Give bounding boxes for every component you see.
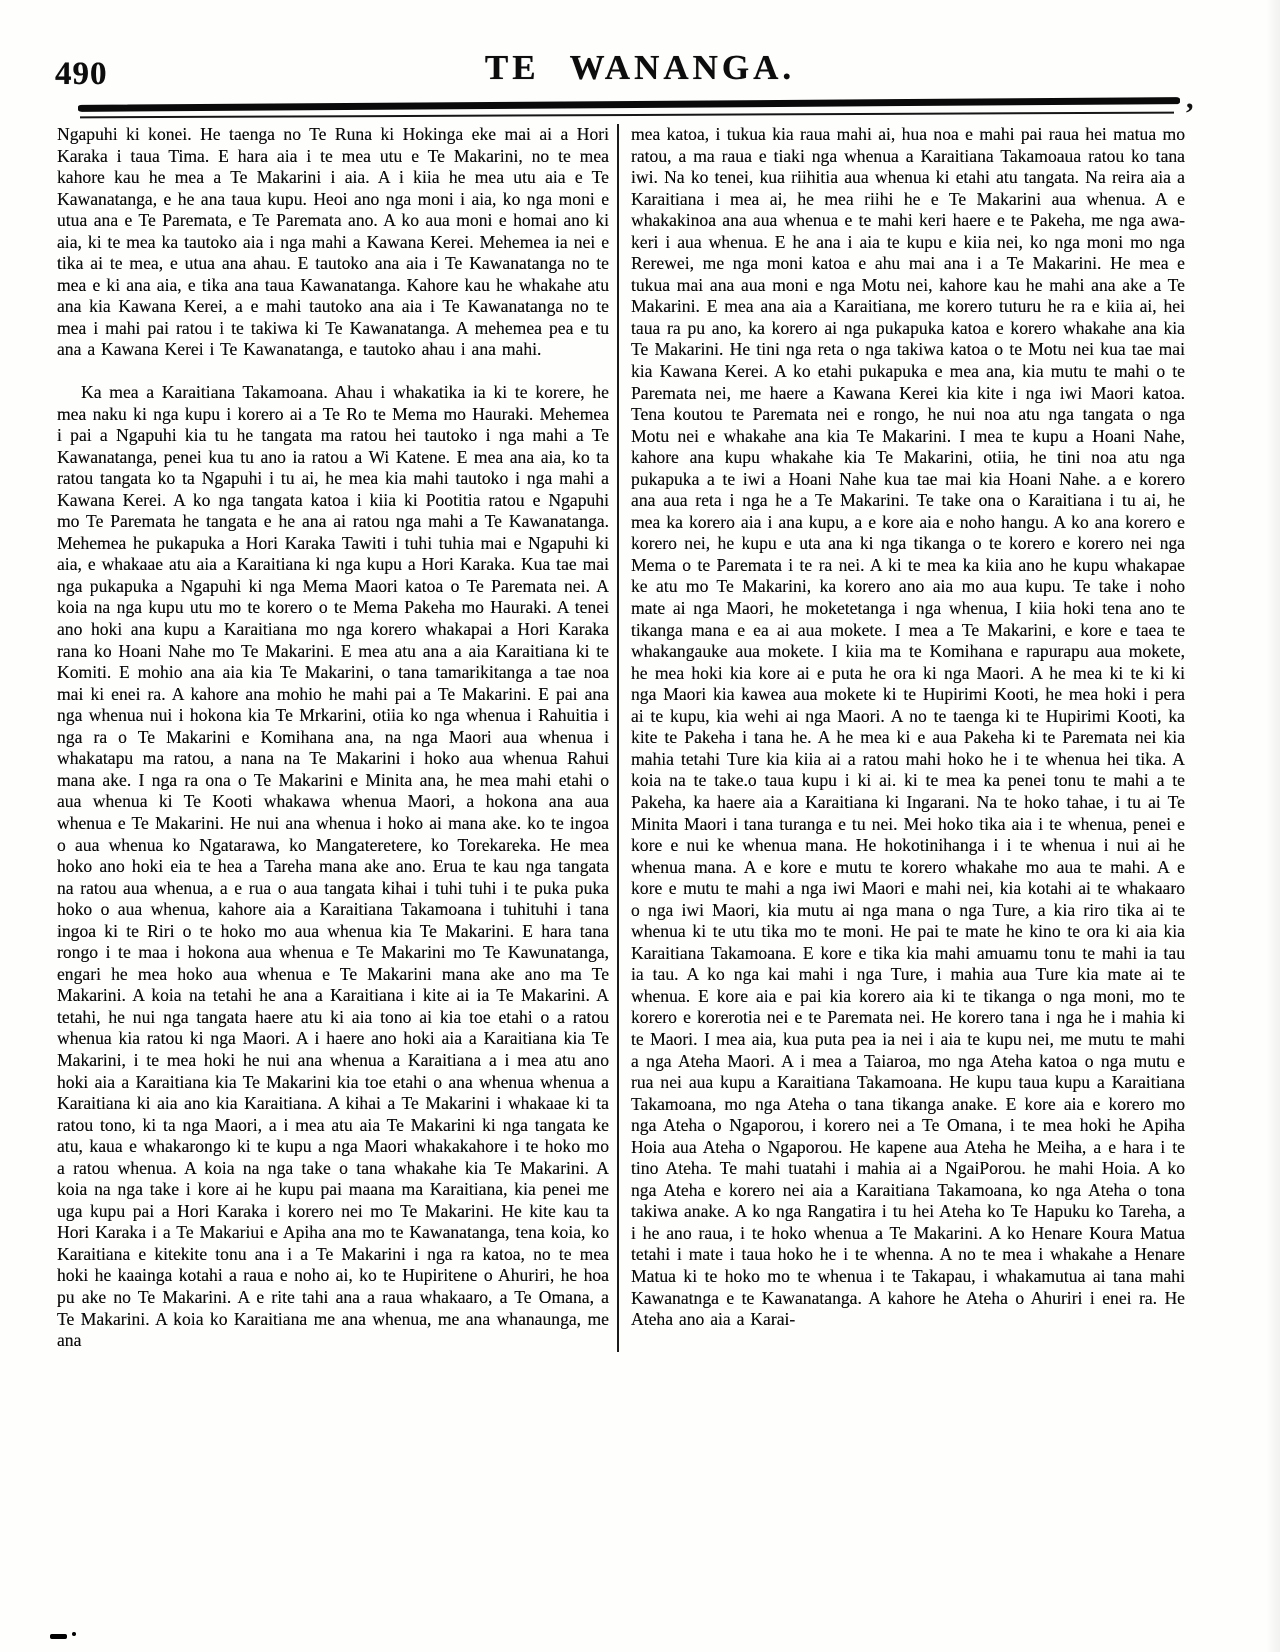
print-artifact-dot	[72, 1632, 76, 1636]
scan-edge-shading	[1266, 0, 1280, 1652]
left-column-paragraph-2: Ka mea a Karaitiana Takamoana. Ahau i whakatika ia ki te korere, he mea naku ki nga kupu i korero ai a Te Ro te Mema mo Hauraki. Mehemea i pai a Ngapuhi kia tu he tangata ma ratou hei tautoko i nga mahi a Te Kawanatanga, penei kua tu ano ia ratou a Wi Katene. E mea ana aia, ko ta ratou tangata ko ta Ngapuhi i tu ai, he mea kia mahi tautoko i nga mahi a Kawana Kerei. A ko nga tangata katoa i kiia ki Pootitia ratou e Ngapuhi mo Te Paremata he tangata e he ana ai ratou nga mahi a Te Kawanatanga. Mehemea he pukapuka a Hori Karaka Tawiti i tuhi tuhia mai e Ngapuhi ki aia, e whakaae atu aia a Karaitiana ki nga kupu a Hori Karaka. Kua tae mai nga pukapuka a Ngapuhi ki nga Mema Maori katoa o Te Paremata nei. A koia na nga kupu utu mo te korero o te Mema Pakeha mo Hauraki. A tenei ano hoki ana kupu a Karaitiana mo nga korero whakapai a Hori Karaka rana ko Hoani Nahe mo Te Makarini. E mea atu ana a aia Karaitiana ki te Komiti. E mohio ana aia kia Te Makarini, o tana tamarikitanga a tae noa mai ki enei ra. A kahore ana mohio he mahi pai a Te Makarini. E pai ana nga whenua nui i hokona kia Te Mrkarini, otiia ko nga whenua i Rahuitia i nga ra o Te Makarini e Komihana ana, na nga Maori aua whenua i whakatapu ma ratou, a nana na Te Makarini i hoko aua whenua Rahui mana ake. I nga ra ona o Te Makarini e Minita ana, he mea mahi etahi o aua whenua ki Te Kooti whakawa whenua Maori, a hokona ana aua whenua e Te Makarini. He nui ana whenua i hoko ai mana ake. ko te ingoa o aua whenua ko Ngatarawa, ko Mangateretere, ko Torekareka. He mea hoko ano hoki eia te hea a Tareha mana ake ano. Erua te kau nga tangata na ratou aua whenua, a e rua o aua tangata kihai i tuhi tuhi i te puka puka hoko o aua whenua, kahore aia a Karaitiana Takamoana i tuhituhi i tana ingoa ki te Riri o te hoko mo aua whenua kia Te Makarini. E hara tana rongo i te maa i hokona aua whenua e Te Makarini mo Te Kawunatanga, engari he mea hoko aua whenua e Te Makarini mana ake ano ma Te Makarini. A koia na tetahi he ana a Karaitiana i kite ai ia Te Makarini. A tetahi, he nui nga tangata haere atu ki aia tono ai kia toe etahi o a ratou whenua kia ratou ki nga Maori. A i haere ano hoki aia a Karaitiana kia Te Makarini, i te mea hoki he nui ana whenua a Karaitiana a i mea atu ano hoki aia a Karaitiana kia Te Makarini kia toe etahi o ana whenua whenua a Karaitiana ki aia ano kia Karaitiana. A kihai a Te Makarini i whakaae ki ta ratou tono, ki ta nga Maori, a i mea atu aia Te Makarini ki nga tangata ke atu, kaua e whakarongo ki te kupu a nga Maori whakakahore i te hoko mo a ratou whenua. A koia na nga take o tana whakahe kia Te Makarini. A koia na nga take i kore ai he kupu pai maana ma Karaitiana, kia penei me uga kupu pai a Hori Karaka i korero nei mo Te Makarini. He kite kau ta Hori Karaka i a Te Makariui e Apiha ana mo te Kawanatanga, tena koia, ko Karaitiana e kitekite tonu ana i a Te Makarini i nga ra katoa, no te mea hoki he kaainga kotahi a raua e noho ai, ko te Hupiritene o Ahuriri, he hoa pu ake no Te Makarini. A e rite tahi ana a raua whakaaro, a Te Omana, a Te Makarini. A koia ko Karaitiana me ana whenua, me ana whanaunga, me ana	[57, 382, 609, 1351]
article-body	[57, 124, 1185, 1352]
right-column-paragraph-1: mea katoa, i tukua kia raua mahi ai, hua noa e mahi pai raua hei matua mo ratou, a ma raua e tiaki nga whenua a Karaitiana Takamoaua ratou ko tana iwi. Na ko tenei, kua riihitia aua whenua ki etahi atu tangata. Na reira aia a Karaitiana i mea ai, he mea riihi he e Te Makarini aua whenua. A e whakakinoa ana aua whenua e te mahi keri haere e te Pakeha, me nga awa-keri i aua whenua. E he ana i aia te kupu e kiia nei, ko nga moni mo nga Rerewei, me nga moni katoa e ahu mai ana i a Te Makarini. He mea e tukua mai ana aua moni e nga Motu nei, kahore kau he mahi ana ake a Te Makarini. E mea ana aia a Karaitiana, me korero tuturu he ra e kiia ai, hei taua ra pu ano, ka korero ai nga pukapuka katoa e korero whakahe ana kia Te Makarini. He tini nga reta o nga takiwa katoa o te Motu nei kua tae mai kia Kawana Kerei. A ko etahi pukapuka e mea ana, kia mutu te mahi o te Paremata nei, me haere a Kawana Kerei kia kite i nga iwi Maori katoa. Tena koutou te Paremata nei e rongo, he nui noa atu nga tangata o nga Motu nei e whakahe ana kia Te Makarini. I mea te kupu a Hoani Nahe, kahore ana kupu whakahe kia Te Makarini, otiia, he tini noa atu nga pukapuka a te iwi a Hoani Nahe kua tae mai kia Hoani Nahe. a e korero ana aua reta i nga he a Te Makarini. Te take ona o Karaitiana i tu ai, he mea ka korero aia i ana kupu, a e kore aia e noho hangu. A ko ana korero e korero nei, he kupu e uta ana ki nga tikanga o te korero e korero nei nga Mema o te Paremata i te ra nei. A ki te mea ka kiia ano he kupu whakapae ke atu mo Te Makarini, ka korero ano aia mo aua kupu. Te take i noho mate ai nga Maori, he moketetanga i nga whenua, I kiia hoki tena ano te tikanga mana e ea ai aua mokete. I mea a Te Makarini, e kore e taea te whakangauke aua mokete. I kiia ma te Komihana e rapurapu aua mokete, he mea hoki kia kore ai e puta he ora ki nga Maori. A he mea ki te ki ki nga Maori kia kawea aua mokete ki te Hupirimi Kooti, he mea hoki i pera ai te kupu, kia wehi ai nga Maori. A no te taenga ki te Hupirimi Kooti, ka kite te Pakeha i tana he. A he mea ki e aua Pakeha ki te Paremata nei kia mahia tetahi Ture kia kiia ai a ratou mahi hoko he i te whenua hei tika. A koia na te take.o taua kupu i ki ai. ki te mea ka penei tonu te mahi a te Pakeha, ka haere aia a Karaitiana ki Ingarani. Na te hoko tahae, i tu ai Te Minita Maori i tana turanga e tu nei. Mei hoko tika aia i te whenua, penei e kore e nui ke whenua mana. He hokotinihanga i i te whenua i nui ai he whenua mana. A e kore e mutu te korero whakahe mo aua te mahi. A e kore e mutu te mahi a nga iwi Maori e mahi nei, kia kotahi ai te whakaaro o nga iwi Maori, kia mutu ai nga mana o nga Ture, a kia riro tika ai te whenua ki te utu tika mo te moni. He pai te mate he kino te ora ki aia kia Karaitiana Takamoana. E kore e tika kia mahi amuamu tonu te mahi ia tau ia tau. A ko nga kai mahi i nga Ture, i mahia aua Ture kia mate ai te whenua. E kore aia e pai kia korero aia ki te tikanga o nga moni, mo te korero e korerotia nei e te Paremata nei. He korero tana i nga he i mahia ki te Maori. I mea aia, kua puta pea ia nei i aia te kupu nei, me mutu te mahi a nga Ateha Maori. A i mea a Taiaroa, mo nga Ateha katoa o nga mutu e rua nei aua kupu a Karaitiana Takamoana. He kupu taua kupu a Karaitiana Takamoana, mo nga Ateha o tana tikanga anake. E kore aia e korero mo nga Ateha o Ngaporou, i korero nei a Te Omana, i te mea hoki he Apiha Hoia aua Ateha o Ngaporou. He kapene aua Ateha he Meiha, a e hara i te tino Ateha. Te mahi tuatahi i mahia ai a NgaiPorou. he mahi Hoia. A ko nga Ateha e korero nei aia a Karaitiana Takamoana, ko nga Ateha o tona takiwa anake. A ko nga Rangatira i tu hei Ateha ko Te Hapuku ko Tareha, a i he ano raua, i te hoko whenua a Te Makarini. A ko Henare Koura Matua tetahi i mate i taua hoko he i te whenna. A no te mea i whakahe a Henare Matua ki te hoko mo te whenua i te Takapau, i whakamutua ai tana mahi Kawanatnga e te Kawanatanga. A kahore he Ateha o Ahuriri i enei ra. He Ateha ano aia a Karai-	[631, 124, 1185, 1330]
right-column	[631, 124, 1185, 1352]
page-number: 490	[55, 56, 108, 92]
page-header	[0, 48, 1280, 102]
masthead-title: TE WANANGA.	[484, 48, 796, 87]
left-column	[57, 124, 609, 1352]
print-artifact-mark	[50, 1634, 67, 1639]
left-column-paragraph-1: Ngapuhi ki konei. He taenga no Te Runa ki Hokinga eke mai ai a Hori Karaka i taua Tima. E hara aia i te mea utu e Te Makarini, no te mea kahore kau he mea a Te Makarini i aia. A i kiia he mea utu aia e Te Kawanatanga, e he ana taua kupu. Heoi ano nga moni i aia, ko nga moni e utua ana e Te Paremata, e Te Paremata ano. A ko aua moni e homai ano ki aia, ki te mea ka tautoko aia i nga mahi a Kawana Kerei. Mehemea ia nei e tika ai te mea, e utua ana ahau. E tautoko ana aia i Te Kawanatanga no te mea e ki ana aia, e tika ana taua Kawanatanga. Kahore kau he whakahe atu ana kia Kawana Kerei, a e mahi tautoko ana aia i Te Kawanatanga no te mea i mahi pai ratou i te takiwa ki Te Kawanatanga. A mehemea pea e tu ana a Kawana Kerei i Te Kawanatanga, e tautoko ahau i ana mahi.	[57, 124, 609, 360]
header-rule-tail-mark: ,	[1186, 82, 1194, 115]
column-divider-rule	[617, 124, 619, 1352]
header-rule-thin	[80, 112, 1174, 119]
